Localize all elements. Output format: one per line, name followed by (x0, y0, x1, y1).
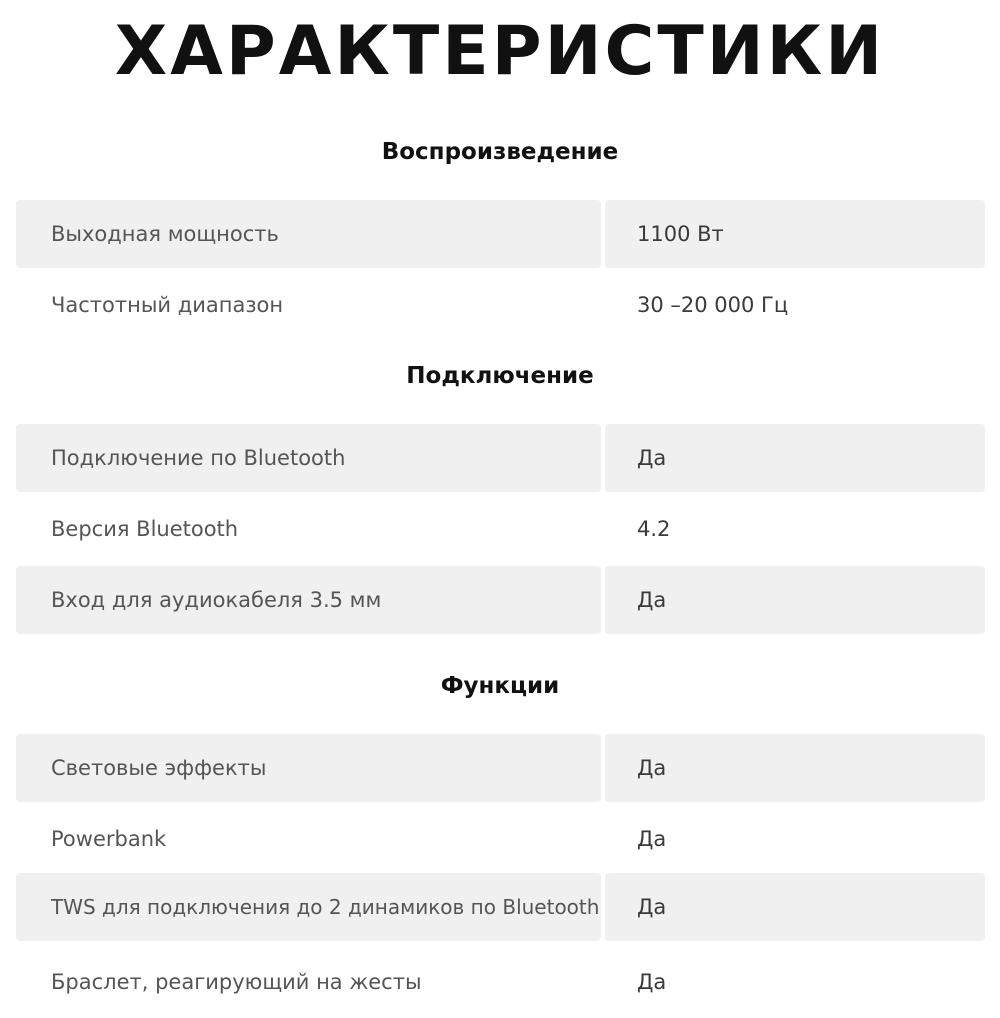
spec-value: Да (637, 827, 667, 851)
spec-row (16, 734, 985, 802)
section-heading-playback: Воспроизведение (381, 139, 619, 165)
spec-row (16, 495, 985, 563)
spec-row (16, 946, 985, 1000)
spec-value: Да (605, 424, 985, 492)
spec-label: Вход для аудиокабеля 3.5 мм (16, 566, 601, 634)
spec-row (16, 271, 985, 339)
spec-label: Браслет, реагирующий на жесты (51, 970, 422, 994)
spec-label: Световые эффекты (16, 734, 601, 802)
spec-label: Частотный диапазон (51, 293, 284, 317)
page-title: ХАРАКТЕРИСТИКИ (114, 12, 886, 91)
section-heading-connection: Подключение (406, 363, 594, 389)
spec-value: 30 –20 000 Гц (637, 293, 789, 317)
spec-value: Да (605, 566, 985, 634)
spec-label: Powerbank (51, 827, 167, 851)
section-heading-features: Функции (440, 673, 560, 699)
spec-label: TWS для подключения до 2 динамиков по Bluetooth (16, 873, 601, 941)
spec-value: Да (637, 970, 667, 994)
spec-value: Да (605, 734, 985, 802)
spec-value: 4.2 (637, 517, 671, 541)
spec-label: Выходная мощность (16, 200, 601, 268)
spec-row (16, 424, 985, 492)
spec-row (16, 566, 985, 634)
spec-value: Да (605, 873, 985, 941)
spec-label: Версия Bluetooth (51, 517, 239, 541)
spec-value: 1100 Вт (605, 200, 985, 268)
spec-row (16, 200, 985, 268)
spec-label: Подключение по Bluetooth (16, 424, 601, 492)
spec-row (16, 805, 985, 873)
spec-row (16, 873, 985, 941)
